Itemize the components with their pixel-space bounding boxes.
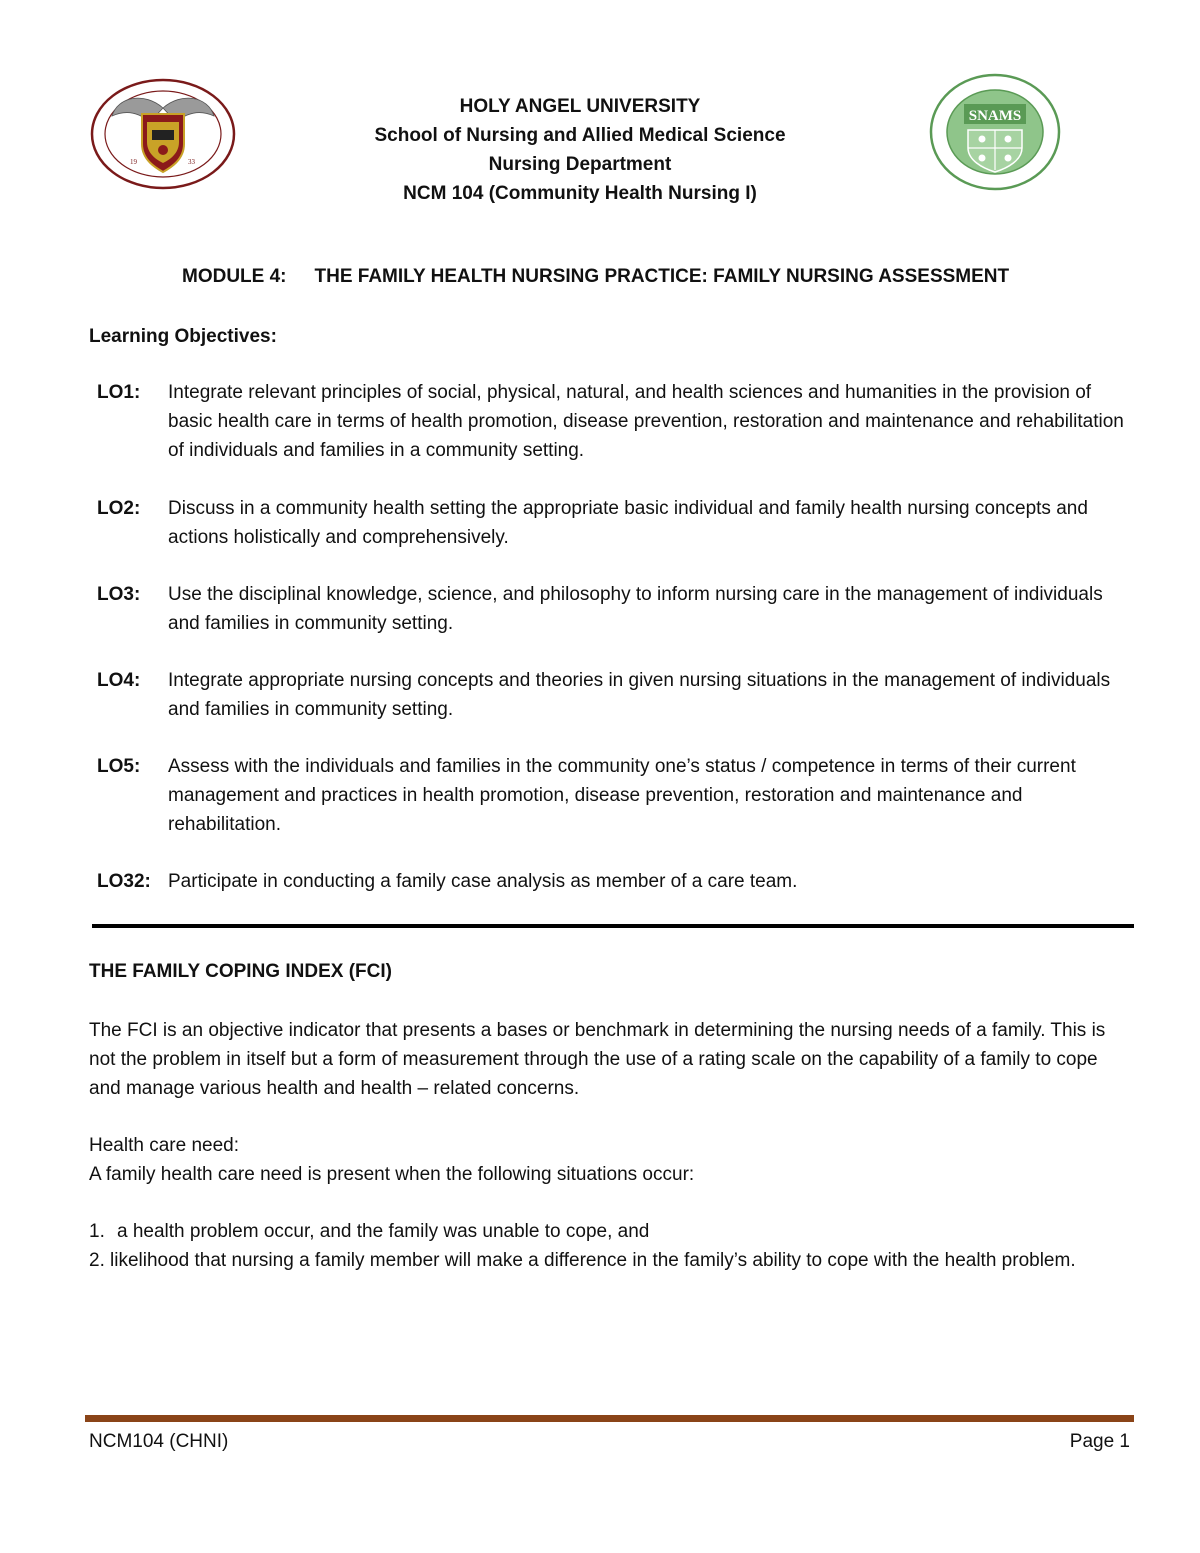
page-number: Page 1 <box>1069 1431 1130 1452</box>
department-name: Nursing Department <box>488 154 672 175</box>
objective-lo1 <box>97 378 1137 465</box>
objective-lo4 <box>97 666 1137 724</box>
svg-text:19: 19 <box>130 158 137 166</box>
objective-text: Use the disciplinal knowledge, science, and philosophy to inform nursing care in the management of individuals and families in community setting. <box>168 584 1103 634</box>
health-care-need-text: A family health care need is present when the following situations occur: <box>89 1164 695 1185</box>
objective-text: Integrate appropriate nursing concepts and theories in given nursing situations in the management of individuals and families in community setting. <box>168 670 1111 720</box>
svg-text:33: 33 <box>188 158 195 166</box>
objective-text: Participate in conducting a family case analysis as member of a care team. <box>168 871 798 892</box>
objective-lo32 <box>97 867 1137 896</box>
objective-code: LO5: <box>97 756 141 777</box>
section-divider <box>92 924 1134 928</box>
school-name: School of Nursing and Allied Medical Science <box>374 125 786 146</box>
footer-course-code: NCM104 (CHNI) <box>89 1431 229 1452</box>
list-text: likelihood that nursing a family member will make a difference in the family’s ability to cope with the health problem. <box>110 1250 1076 1271</box>
module-label: MODULE 4: <box>182 266 287 287</box>
document-header <box>300 92 860 208</box>
list-number: 1. <box>89 1221 105 1242</box>
objective-lo2 <box>97 494 1137 552</box>
objective-code: LO1: <box>97 382 141 403</box>
objective-lo3 <box>97 580 1137 638</box>
course-name: NCM 104 (Community Health Nursing I) <box>403 183 757 204</box>
footer-bar <box>85 1415 1134 1422</box>
objective-text: Integrate relevant principles of social, physical, natural, and health sciences and humanities in the provision of basic health care in terms of health promotion, disease prevention, restoration and maintenance and rehabilitation of individuals and families in a community setting. <box>168 382 1124 461</box>
list-item <box>89 1217 1119 1246</box>
objective-lo5 <box>97 752 1137 839</box>
learning-objectives-heading: Learning Objectives: <box>89 326 277 347</box>
objective-text: Assess with the individuals and families in the community one’s status / competence in terms of their current management and practices in health promotion, disease prevention, restoration and maintenance and rehabilitation. <box>168 756 1076 835</box>
objective-code: LO3: <box>97 584 141 605</box>
module-title-text: THE FAMILY HEALTH NURSING PRACTICE: FAMILY NURSING ASSESSMENT <box>314 266 1010 287</box>
objective-code: LO32: <box>97 871 151 892</box>
holy-angel-university-seal <box>90 78 236 190</box>
snams-seal <box>928 72 1062 192</box>
fci-heading: THE FAMILY COPING INDEX (FCI) <box>89 961 392 982</box>
health-care-need-label: Health care need: <box>89 1135 239 1156</box>
svg-text:SNAMS: SNAMS <box>968 108 1022 124</box>
objective-text: Discuss in a community health setting the appropriate basic individual and family health nursing concepts and actions holistically and comprehensively. <box>168 498 1088 548</box>
list-item <box>89 1246 1119 1304</box>
university-name: HOLY ANGEL UNIVERSITY <box>459 96 701 117</box>
list-number: 2. <box>89 1250 105 1271</box>
list-text: a health problem occur, and the family was unable to cope, and <box>117 1221 650 1242</box>
fci-intro-paragraph: The FCI is an objective indicator that presents a bases or benchmark in determining the nursing needs of a family. This is not the problem in itself but a form of measurement through the use of a rating scale on the capability of a family to cope and manage various health and health – related concerns. <box>89 1020 1106 1099</box>
module-title <box>182 266 1009 288</box>
objective-code: LO4: <box>97 670 141 691</box>
objective-code: LO2: <box>97 498 141 519</box>
